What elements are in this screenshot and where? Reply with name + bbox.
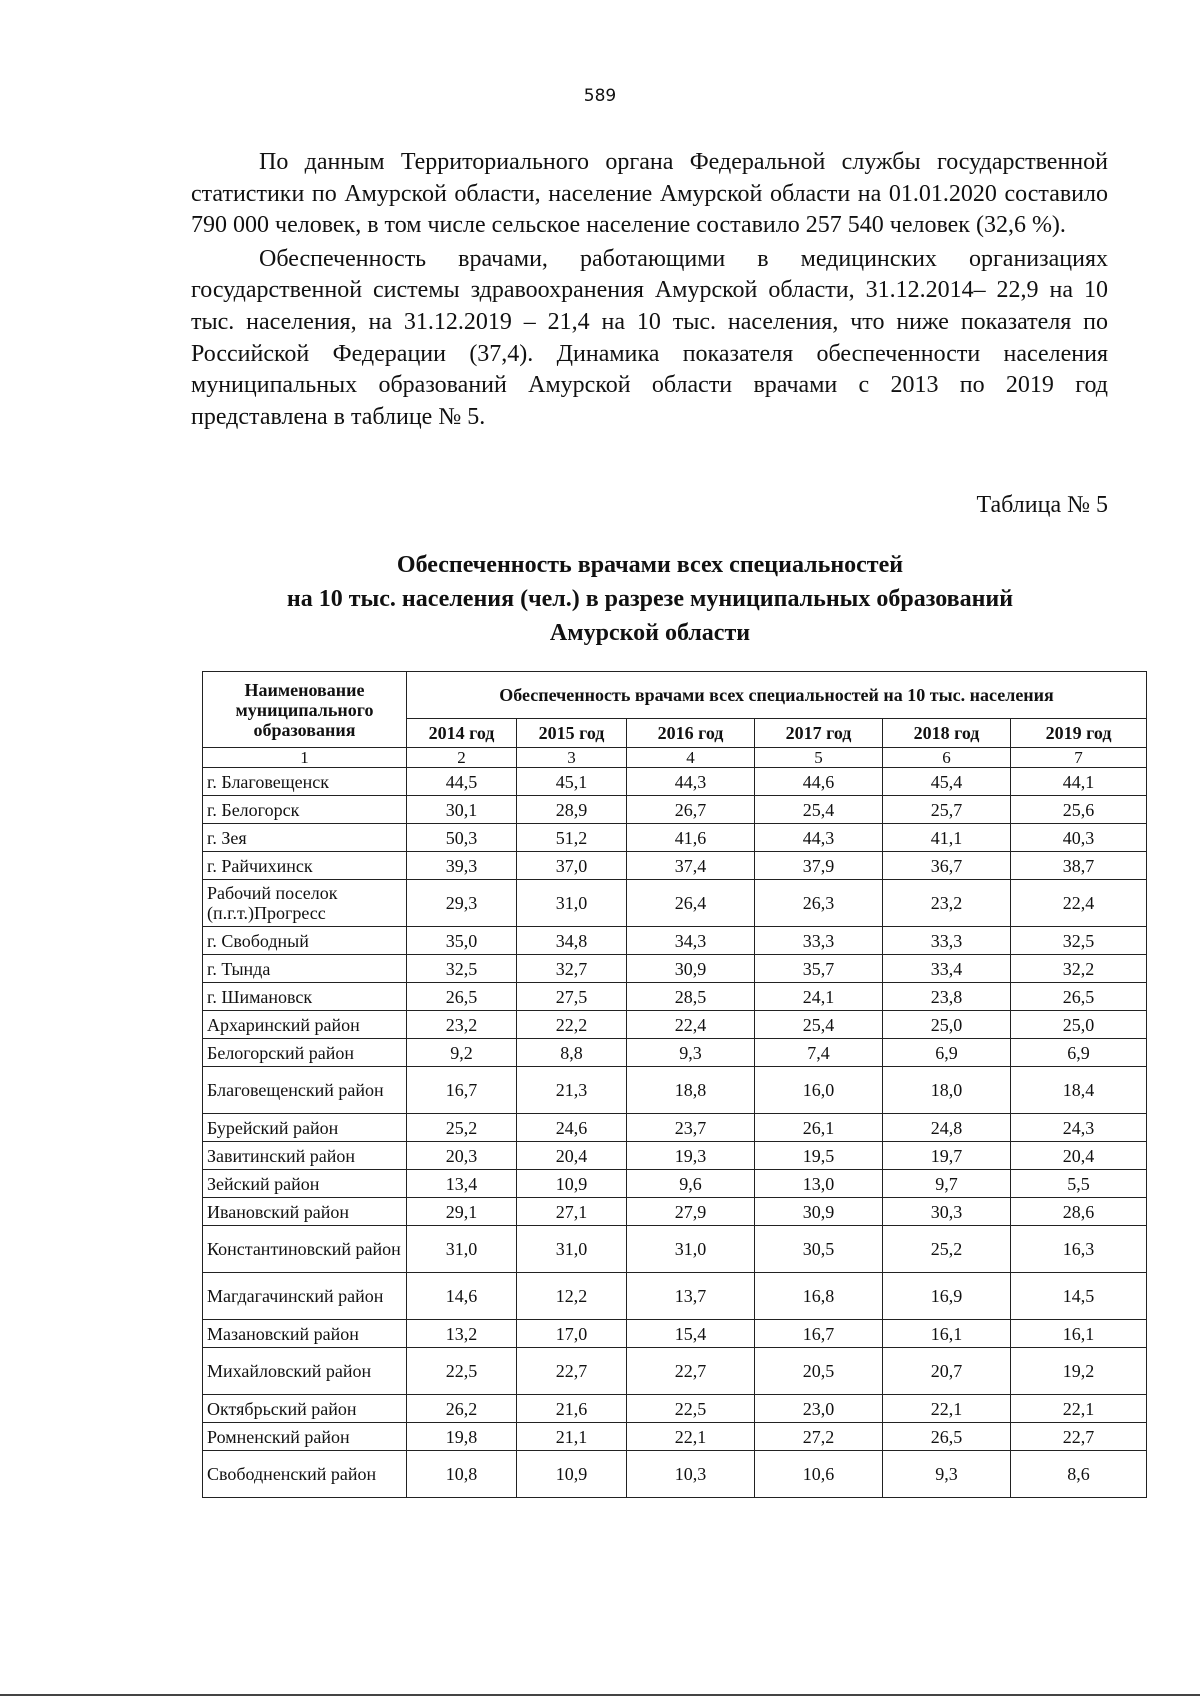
table-title	[0, 548, 1200, 650]
provision-value: 36,7	[883, 852, 1011, 880]
provision-value: 30,3	[883, 1198, 1011, 1226]
municipality-name: Октябрьский район	[203, 1395, 407, 1423]
provision-value: 23,7	[627, 1114, 755, 1142]
provision-value: 5,5	[1011, 1170, 1147, 1198]
provision-value: 25,2	[883, 1226, 1011, 1273]
table-row	[203, 1114, 1147, 1142]
provision-value: 26,7	[627, 796, 755, 824]
provision-value: 25,4	[755, 1011, 883, 1039]
municipality-name: Рабочий поселок (п.г.т.)Прогресс	[203, 880, 407, 927]
provision-value: 21,1	[517, 1423, 627, 1451]
provision-value: 6,9	[883, 1039, 1011, 1067]
table-row	[203, 1198, 1147, 1226]
provision-value: 13,7	[627, 1273, 755, 1320]
paragraph-population: По данным Территориального органа Федеральной службы государственной статистики по Амурской области, население Амурской области на 01.01.2020 составило 790 000 человек, в том числе сельское население составило 257 540 человек (32,6 %).	[191, 149, 1108, 239]
municipality-name: Мазановский район	[203, 1320, 407, 1348]
provision-value: 8,8	[517, 1039, 627, 1067]
provision-value: 10,9	[517, 1170, 627, 1198]
provision-value: 37,9	[755, 852, 883, 880]
column-index: 5	[755, 748, 883, 768]
provision-value: 32,5	[1011, 927, 1147, 955]
provision-value: 16,9	[883, 1273, 1011, 1320]
table-row	[203, 1273, 1147, 1320]
provision-value: 30,1	[407, 796, 517, 824]
column-index: 2	[407, 748, 517, 768]
provision-value: 45,4	[883, 768, 1011, 796]
column-header-year: 2014 год	[407, 719, 517, 748]
provision-value: 10,9	[517, 1451, 627, 1498]
table-row	[203, 927, 1147, 955]
provision-value: 24,1	[755, 983, 883, 1011]
body-text	[191, 147, 1108, 433]
provision-value: 19,3	[627, 1142, 755, 1170]
column-header-name: Наименование муниципального образования	[203, 672, 407, 748]
provision-value: 16,7	[407, 1067, 517, 1114]
provision-value: 19,8	[407, 1423, 517, 1451]
provision-value: 20,7	[883, 1348, 1011, 1395]
provision-value: 23,0	[755, 1395, 883, 1423]
provision-value: 22,1	[883, 1395, 1011, 1423]
table-row	[203, 796, 1147, 824]
provision-value: 19,5	[755, 1142, 883, 1170]
municipality-name: Благовещенский район	[203, 1067, 407, 1114]
provision-value: 16,8	[755, 1273, 883, 1320]
municipality-name: г. Белогорск	[203, 796, 407, 824]
provision-value: 28,5	[627, 983, 755, 1011]
provision-value: 22,1	[1011, 1395, 1147, 1423]
table-row	[203, 768, 1147, 796]
table-row	[203, 1011, 1147, 1039]
provision-value: 41,1	[883, 824, 1011, 852]
provision-value: 15,4	[627, 1320, 755, 1348]
provision-value: 22,7	[1011, 1423, 1147, 1451]
provision-value: 44,3	[755, 824, 883, 852]
provision-value: 24,8	[883, 1114, 1011, 1142]
provision-value: 29,3	[407, 880, 517, 927]
provision-value: 27,1	[517, 1198, 627, 1226]
provision-value: 26,5	[407, 983, 517, 1011]
column-index: 3	[517, 748, 627, 768]
provision-value: 26,1	[755, 1114, 883, 1142]
municipality-name: Михайловский район	[203, 1348, 407, 1395]
provision-value: 8,6	[1011, 1451, 1147, 1498]
table-title-line: Обеспеченность врачами всех специальностей	[396, 552, 904, 578]
provision-value: 20,3	[407, 1142, 517, 1170]
provision-value: 9,3	[883, 1451, 1011, 1498]
municipality-name: Зейский район	[203, 1170, 407, 1198]
municipality-name: Архаринский район	[203, 1011, 407, 1039]
municipality-name: г. Шимановск	[203, 983, 407, 1011]
provision-value: 20,5	[755, 1348, 883, 1395]
provision-value: 44,6	[755, 768, 883, 796]
provision-value: 19,7	[883, 1142, 1011, 1170]
municipality-name: г. Благовещенск	[203, 768, 407, 796]
provision-value: 12,2	[517, 1273, 627, 1320]
provision-value: 13,4	[407, 1170, 517, 1198]
column-header-group: Обеспеченность врачами всех специальностей на 10 тыс. населения	[407, 672, 1147, 719]
provision-value: 22,2	[517, 1011, 627, 1039]
provision-value: 6,9	[1011, 1039, 1147, 1067]
provision-value: 14,5	[1011, 1273, 1147, 1320]
provision-value: 23,8	[883, 983, 1011, 1011]
provision-value: 22,4	[627, 1011, 755, 1039]
provision-value: 21,6	[517, 1395, 627, 1423]
provision-value: 29,1	[407, 1198, 517, 1226]
table-row	[203, 880, 1147, 927]
provision-value: 9,7	[883, 1170, 1011, 1198]
table-row	[203, 955, 1147, 983]
provision-value: 18,4	[1011, 1067, 1147, 1114]
table-row	[203, 1170, 1147, 1198]
table-row	[203, 983, 1147, 1011]
provision-value: 32,2	[1011, 955, 1147, 983]
table-label: Таблица № 5	[976, 492, 1108, 518]
provision-value: 26,5	[1011, 983, 1147, 1011]
provision-value: 9,6	[627, 1170, 755, 1198]
provision-value: 24,6	[517, 1114, 627, 1142]
column-header-year: 2016 год	[627, 719, 755, 748]
municipality-name: Магдагачинский район	[203, 1273, 407, 1320]
provision-value: 26,2	[407, 1395, 517, 1423]
provision-value: 37,0	[517, 852, 627, 880]
provision-value: 22,7	[517, 1348, 627, 1395]
table-row	[203, 1320, 1147, 1348]
header-row-group	[203, 672, 1147, 719]
provision-value: 30,9	[627, 955, 755, 983]
provision-value: 44,1	[1011, 768, 1147, 796]
municipality-name: Белогорский район	[203, 1039, 407, 1067]
provision-value: 10,6	[755, 1451, 883, 1498]
provision-value: 51,2	[517, 824, 627, 852]
provision-value: 33,4	[883, 955, 1011, 983]
provision-value: 27,2	[755, 1423, 883, 1451]
provision-value: 9,3	[627, 1039, 755, 1067]
provision-table	[202, 671, 1147, 1498]
provision-value: 26,3	[755, 880, 883, 927]
table-row	[203, 1067, 1147, 1114]
provision-value: 40,3	[1011, 824, 1147, 852]
table-row	[203, 824, 1147, 852]
provision-value: 16,1	[1011, 1320, 1147, 1348]
provision-value: 22,5	[407, 1348, 517, 1395]
provision-value: 25,2	[407, 1114, 517, 1142]
provision-value: 39,3	[407, 852, 517, 880]
table-row	[203, 1395, 1147, 1423]
provision-value: 22,4	[1011, 880, 1147, 927]
table-row	[203, 1451, 1147, 1498]
provision-value: 10,3	[627, 1451, 755, 1498]
provision-value: 14,6	[407, 1273, 517, 1320]
municipality-name: г. Тында	[203, 955, 407, 983]
municipality-name: Завитинский район	[203, 1142, 407, 1170]
table-row	[203, 1039, 1147, 1067]
provision-value: 16,0	[755, 1067, 883, 1114]
provision-value: 17,0	[517, 1320, 627, 1348]
column-index: 4	[627, 748, 755, 768]
table-row	[203, 852, 1147, 880]
provision-value: 33,3	[755, 927, 883, 955]
column-header-year: 2018 год	[883, 719, 1011, 748]
municipality-name: Ивановский район	[203, 1198, 407, 1226]
provision-value: 26,5	[883, 1423, 1011, 1451]
provision-value: 35,0	[407, 927, 517, 955]
provision-value: 24,3	[1011, 1114, 1147, 1142]
municipality-name: Бурейский район	[203, 1114, 407, 1142]
provision-value: 20,4	[517, 1142, 627, 1170]
column-index: 6	[883, 748, 1011, 768]
page-bottom-border	[0, 1694, 1200, 1696]
table-title-line: на 10 тыс. населения (чел.) в разрезе муниципальных образований	[286, 586, 1014, 612]
provision-value: 10,8	[407, 1451, 517, 1498]
provision-value: 30,5	[755, 1226, 883, 1273]
provision-value: 9,2	[407, 1039, 517, 1067]
provision-value: 28,9	[517, 796, 627, 824]
provision-value: 31,0	[407, 1226, 517, 1273]
provision-value: 31,0	[627, 1226, 755, 1273]
provision-value: 22,5	[627, 1395, 755, 1423]
provision-value: 25,4	[755, 796, 883, 824]
provision-value: 19,2	[1011, 1348, 1147, 1395]
provision-value: 25,7	[883, 796, 1011, 824]
table-title-line: Амурской области	[549, 620, 751, 646]
table-row	[203, 1142, 1147, 1170]
column-header-year: 2017 год	[755, 719, 883, 748]
column-index: 7	[1011, 748, 1147, 768]
provision-value: 25,0	[883, 1011, 1011, 1039]
provision-value: 18,0	[883, 1067, 1011, 1114]
provision-value: 32,5	[407, 955, 517, 983]
provision-value: 25,0	[1011, 1011, 1147, 1039]
provision-value: 13,0	[755, 1170, 883, 1198]
provision-value: 23,2	[407, 1011, 517, 1039]
provision-value: 35,7	[755, 955, 883, 983]
provision-value: 18,8	[627, 1067, 755, 1114]
table-row	[203, 1348, 1147, 1395]
provision-value: 50,3	[407, 824, 517, 852]
provision-value: 28,6	[1011, 1198, 1147, 1226]
provision-value: 21,3	[517, 1067, 627, 1114]
provision-value: 32,7	[517, 955, 627, 983]
provision-value: 22,7	[627, 1348, 755, 1395]
municipality-name: г. Свободный	[203, 927, 407, 955]
municipality-name: г. Зея	[203, 824, 407, 852]
provision-value: 34,3	[627, 927, 755, 955]
provision-value: 34,8	[517, 927, 627, 955]
provision-value: 30,9	[755, 1198, 883, 1226]
provision-value: 20,4	[1011, 1142, 1147, 1170]
municipality-name: Ромненский район	[203, 1423, 407, 1451]
provision-value: 37,4	[627, 852, 755, 880]
column-index-row	[203, 748, 1147, 768]
provision-value: 16,1	[883, 1320, 1011, 1348]
provision-value: 13,2	[407, 1320, 517, 1348]
municipality-name: г. Райчихинск	[203, 852, 407, 880]
provision-value: 31,0	[517, 880, 627, 927]
provision-value: 26,4	[627, 880, 755, 927]
provision-value: 44,3	[627, 768, 755, 796]
table-body	[203, 748, 1147, 1498]
page-number: 589	[583, 86, 617, 106]
provision-value: 31,0	[517, 1226, 627, 1273]
provision-value: 7,4	[755, 1039, 883, 1067]
provision-value: 25,6	[1011, 796, 1147, 824]
provision-value: 45,1	[517, 768, 627, 796]
table-row	[203, 1226, 1147, 1273]
provision-value: 16,7	[755, 1320, 883, 1348]
provision-value: 16,3	[1011, 1226, 1147, 1273]
provision-value: 23,2	[883, 880, 1011, 927]
provision-value: 33,3	[883, 927, 1011, 955]
municipality-name: Свободненский район	[203, 1451, 407, 1498]
provision-value: 22,1	[627, 1423, 755, 1451]
table-row	[203, 1423, 1147, 1451]
provision-value: 41,6	[627, 824, 755, 852]
provision-value: 27,9	[627, 1198, 755, 1226]
provision-value: 27,5	[517, 983, 627, 1011]
paragraph-doctor-provision: Обеспеченность врачами, работающими в медицинских организациях государственной системы здравоохранения Амурской области, 31.12.2014– 22,9 на 10 тыс. населения, на 31.12.2019 – 21,4 на 10 тыс. населения, что ниже показателя по Российской Федерации (37,4). Динамика показателя обеспеченности населения муниципальных образований Амурской области врачами с 2013 по 2019 год представлена в таблице № 5.	[191, 245, 1108, 430]
provision-value: 38,7	[1011, 852, 1147, 880]
municipality-name: Константиновский район	[203, 1226, 407, 1273]
provision-value: 44,5	[407, 768, 517, 796]
column-index: 1	[203, 748, 407, 768]
column-header-year: 2019 год	[1011, 719, 1147, 748]
column-header-year: 2015 год	[517, 719, 627, 748]
